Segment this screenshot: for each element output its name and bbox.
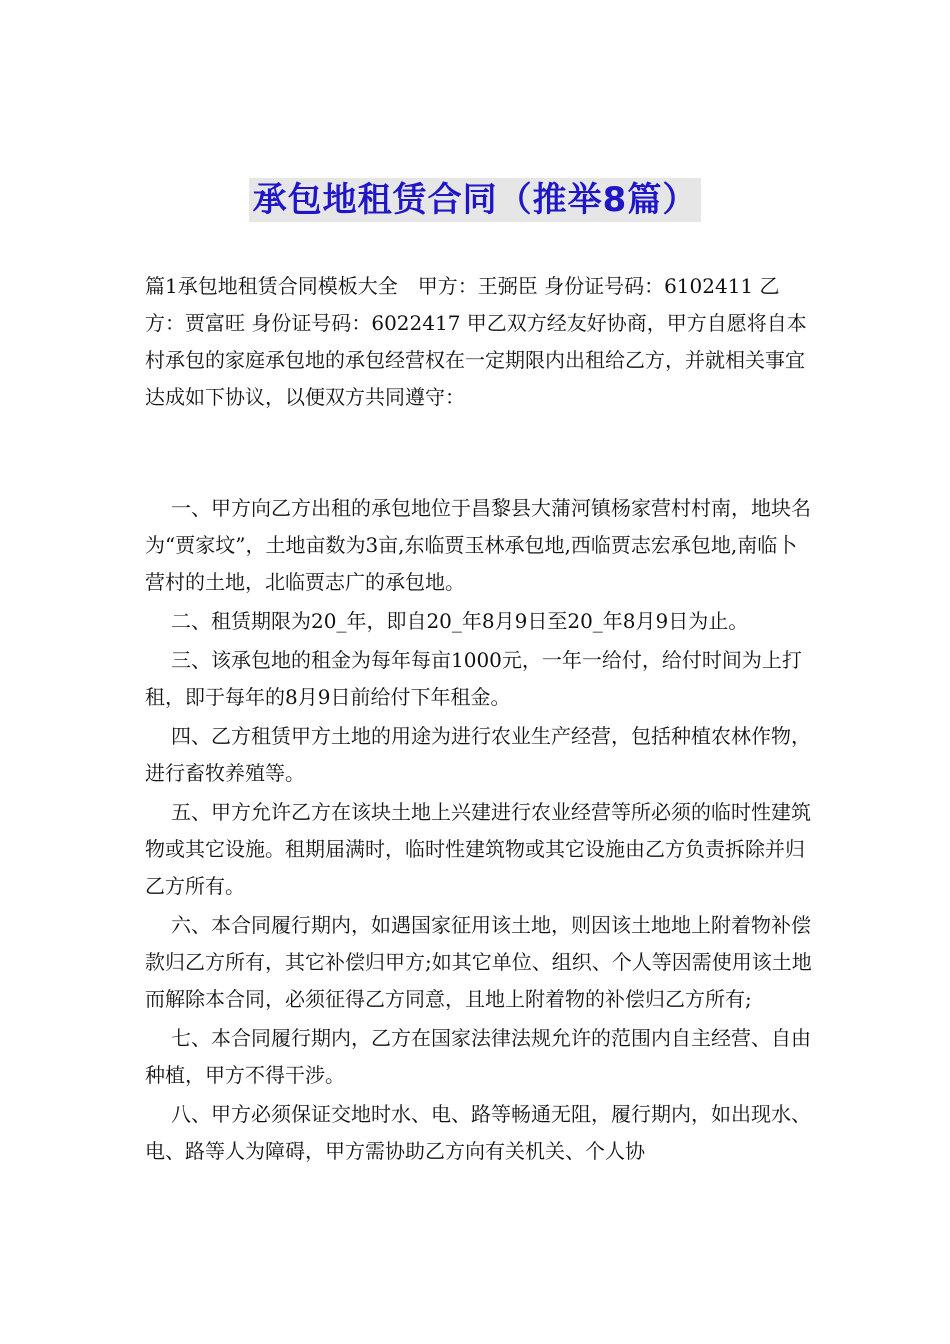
- title-container: [0, 178, 950, 222]
- clause-2: 二、租赁期限为20_年，即自20_年8月9日至20_年8月9日为止。: [171, 609, 749, 633]
- document-title: 承包地租赁合同（推举8篇）: [249, 178, 702, 222]
- clause-8: 八、甲方必须保证交地时水、电、路等畅通无阻，履行期内，如出现水、电、路等人为障碍，甲方需协助乙方向有关机关、个人协: [145, 1102, 811, 1163]
- clause-1: 一、甲方向乙方出租的承包地位于昌黎县大蒲河镇杨家营村村南，地块名为“贾家坟”，土地亩数为3亩,东临贾玉林承包地,西临贾志宏承包地,南临卜营村的土地，北临贾志广的承包地。: [145, 496, 811, 594]
- clause-4: 四、乙方租赁甲方土地的用途为进行农业生产经营，包括种植农林作物，进行畜牧养殖等。: [145, 724, 811, 785]
- clause-7: 七、本合同履行期内，乙方在国家法律法规允许的范围内自主经营、自由种植，甲方不得干涉。: [145, 1026, 811, 1087]
- clause-5: 五、甲方允许乙方在该块土地上兴建进行农业经营等所必须的临时性建筑物或其它设施。租期届满时，临时性建筑物或其它设施由乙方负责拆除并归乙方所有。: [145, 800, 811, 898]
- clause-3: 三、该承包地的租金为每年每亩1000元，一年一给付，给付时间为上打租，即于每年的8月9日前给付下年租金。: [145, 648, 802, 709]
- clause-6: 六、本合同履行期内，如遇国家征用该土地，则因该土地地上附着物补偿款归乙方所有，其它补偿归甲方;如其它单位、组织、个人等因需使用该土地而解除本合同，必须征得乙方同意，且地上附着物的补偿归乙方所有;: [145, 913, 812, 1011]
- clauses-section: [145, 490, 815, 1170]
- intro-section: [145, 268, 815, 416]
- intro-paragraph: 篇1承包地租赁合同模板大全 甲方：王弼臣 身份证号码：6102411 乙方：贾富旺 身份证号码：6022417 甲乙双方经友好协商，甲方自愿将自本村承包的家庭承包地的承包经营权在一定期限内出租给乙方，并就相关事宜达成如下协议，以便双方共同遵守：: [145, 274, 807, 409]
